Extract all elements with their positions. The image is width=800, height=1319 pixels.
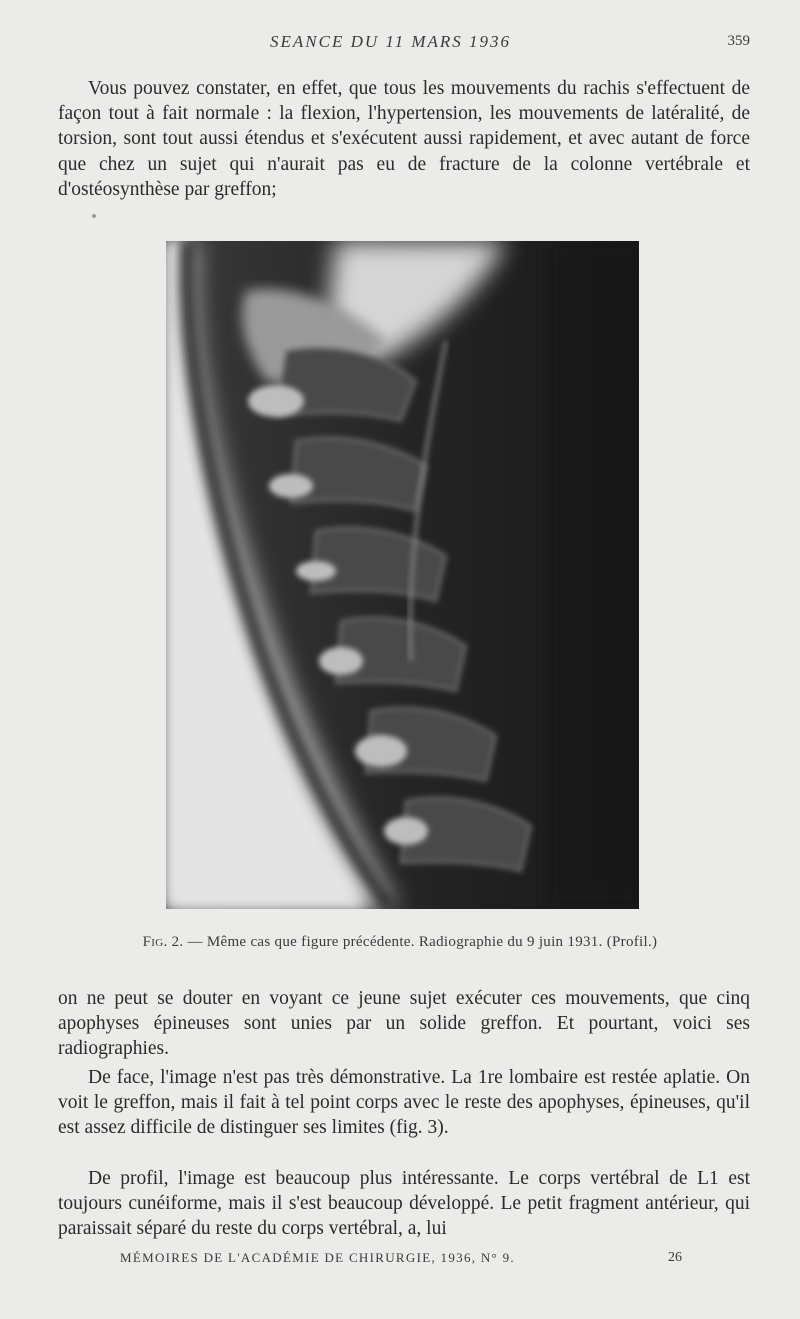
page-footer [0,1250,800,1270]
page-number: 359 [727,33,750,49]
journal-footer: MÉMOIRES DE L'ACADÉMIE DE CHIRURGIE, 1936, N° 9. [120,1250,515,1265]
signature-mark: 26 [668,1250,682,1265]
running-title: SEANCE DU 11 MARS 1936 [270,32,512,51]
paragraph-4: De profil, l'image est beaucoup plus intéressante. Le corps vertébral de L1 est toujours cunéiforme, mais il s'est beaucoup développé. Le petit fragment antérieur, qui paraissait séparé du reste du corps vertébral, a, lui [58,1168,750,1240]
paragraph-3: De face, l'image n'est pas très démonstrative. La 1re lombaire est restée aplatie. On voit le greffon, mais il fait à tel point corps avec le reste des apophyses, épineuses, qu'il est assez difficile de distinguer ses limites (fig. 3). [58,1067,750,1139]
radiograph-image [166,241,639,909]
running-head [0,30,800,54]
figure-caption-label: Fig. 2. [142,934,184,950]
paper-speck [92,214,96,218]
figure-caption [0,934,800,951]
paragraph-1: Vous pouvez constater, en effet, que tous les mouvements du rachis s'effectuent de façon tout à fait normale : la flexion, l'hypertension, les mouvements de latéralité, de torsion, sont tout aussi étendus et s'exécutent aussi rapidement, et avec autant de force que chez un sujet qui n'aurait pas eu de fracture de la colonne vertébrale et d'ostéosynthèse par greffon; [58,78,750,200]
radiograph-figure [166,241,639,909]
figure-caption-text: — Même cas que figure précédente. Radiographie du 9 juin 1931. (Profil.) [183,934,658,950]
paragraph-2: on ne peut se douter en voyant ce jeune sujet exécuter ces mouvements, que cinq apophyses épineuses sont unies par un solide greffon. Et pourtant, voici ses radiographies. [58,988,750,1060]
